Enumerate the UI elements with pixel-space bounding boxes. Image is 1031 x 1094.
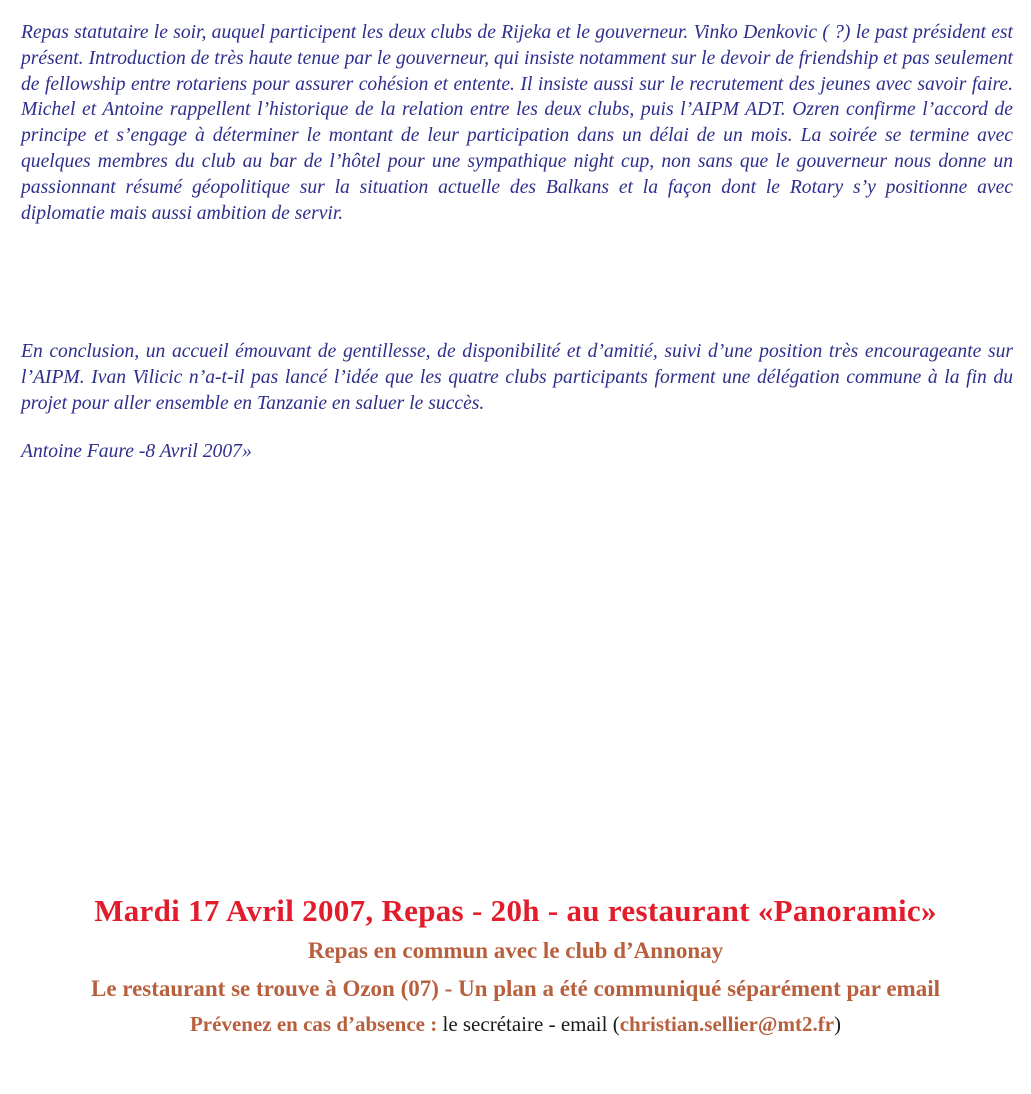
conclusion-paragraph: En conclusion, un accueil émouvant de gentillesse, de disponibilité et d’amitié, suivi d’une position très encourageante sur l’AIPM. Ivan Vilicic n’a-t-il pas lancé l’idée que les quatre clubs participants forment une délégation commune à la fin du projet pour aller ensemble en Tanzanie en saluer le succès. [21,341,1013,414]
event-detail-location: Le restaurant se trouve à Ozon (07) - Un plan a été communiqué séparément par email [90,976,940,1001]
absence-notice-label: Prévenez en cas d’absence : [189,1012,438,1036]
event-detail-club: Repas en commun avec le club d’Annonay [307,938,724,963]
contact-secretary-text: le secrétaire - email ( [437,1012,620,1036]
signature: Antoine Faure -8 Avril 2007» [21,441,252,462]
contact-close-paren: ) [834,1012,842,1036]
contact-email-link[interactable]: christian.sellier@mt2.fr [619,1012,835,1036]
absence-contact [0,1012,1031,1037]
event-headline: Mardi 17 Avril 2007, Repas - 20h - au restaurant «Panoramic» [94,893,937,928]
article-paragraph: Repas statutaire le soir, auquel participent les deux clubs de Rijeka et le gouverneur. Vinko Denkovic ( ?) le past président est présent. Introduction de très haute tenue par le gouverneur, qui insiste notamment sur le devoir de friendship et pas seulement de fellowship entre rotariens pour assurer cohésion et entente. Il insiste aussi sur le recrutement des jeunes avec savoir faire. Michel et Antoine rappellent l’historique de la relation entre les deux clubs, puis l’AIPM ADT. Ozren confirme l’accord de principe et s’engage à déterminer le montant de leur participation dans un délai de un mois. La soirée se termine avec quelques membres du club au bar de l’hôtel pour une sympathique night cup, non sans que le gouverneur nous donne un passionnant résumé géopolitique sur la situation actuelle des Balkans et la façon dont le Rotary s’y positionne avec diplomatie mais aussi ambition de servir. [21,22,1013,224]
